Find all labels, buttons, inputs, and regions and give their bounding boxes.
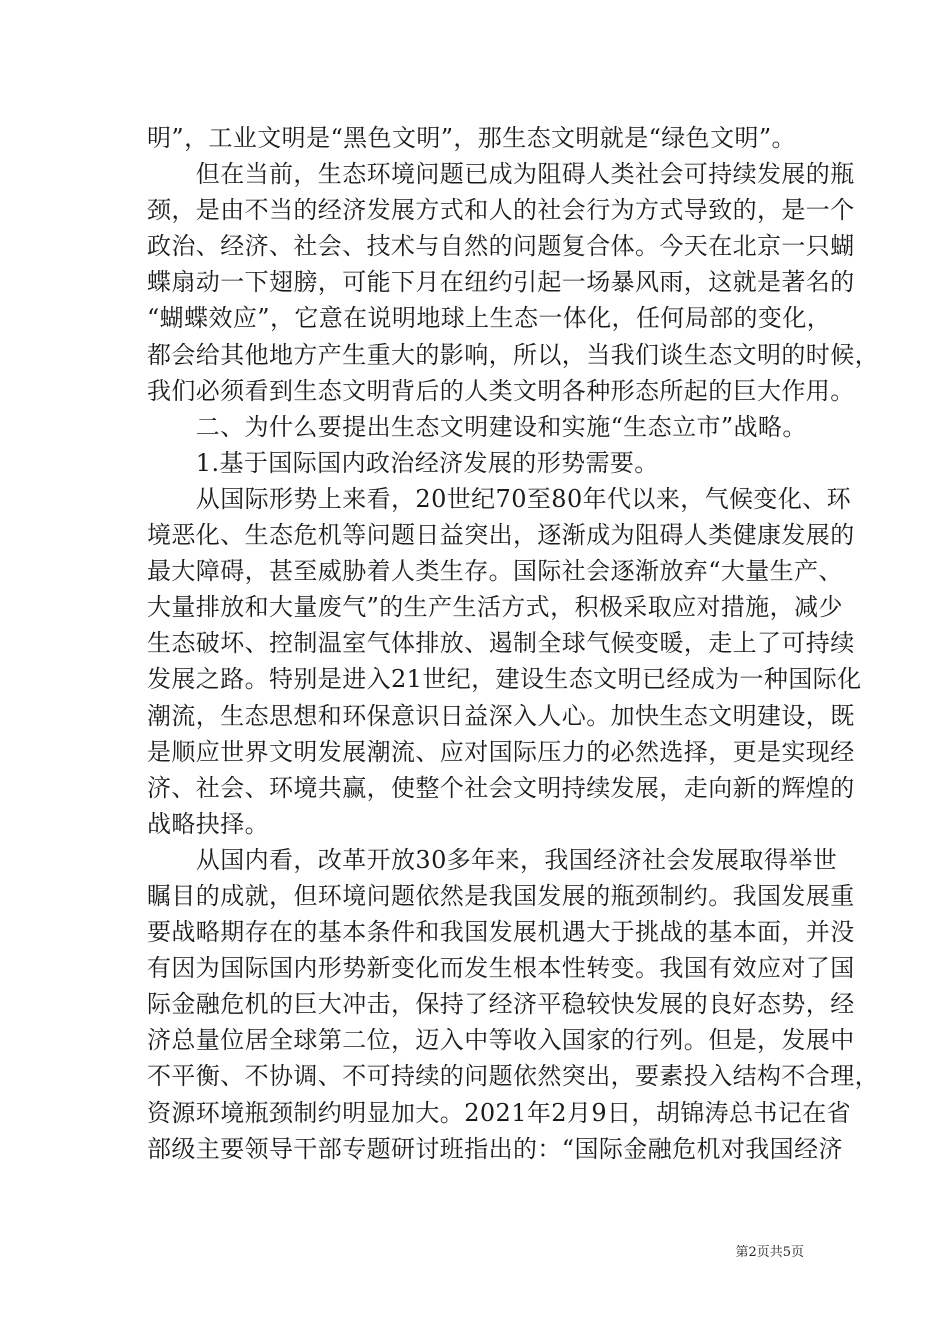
- text-line: 发展之路。特别是进入21世纪，建设生态文明已经成为一种国际化: [147, 665, 862, 694]
- text-line: 有因为国际国内形势新变化而发生根本性转变。我国有效应对了国: [147, 954, 855, 983]
- text-line: 济、社会、环境共赢，使整个社会文明持续发展，走向新的辉煌的: [147, 773, 855, 802]
- text-line: 我们必须看到生态文明背后的人类文明各种形态所起的巨大作用。: [147, 376, 855, 405]
- text-line: 潮流，生态思想和环保意识日益深入人心。加快生态文明建设，既: [147, 701, 855, 730]
- text-line: 战略抉择。: [147, 809, 269, 838]
- text-line: “蝴蝶效应”，它意在说明地球上生态一体化，任何局部的变化，: [147, 304, 832, 333]
- text-line: 部级主要领导干部专题研讨班指出的：“国际金融危机对我国经济: [147, 1134, 843, 1163]
- text-line: 不平衡、不协调、不可持续的问题依然突出，要素投入结构不合理，: [147, 1062, 879, 1091]
- text-line: 大量排放和大量废气”的生产生活方式，积极采取应对措施，减少: [147, 593, 843, 622]
- document-body: [147, 120, 879, 1167]
- section-heading: 二、为什么要提出生态文明建设和实施“生态立市”战略。: [147, 412, 807, 441]
- text-line: 资源环境瓶颈制约明显加大。2021年2月9日，胡锦涛总书记在省: [147, 1098, 852, 1127]
- text-line: 政治、经济、社会、技术与自然的问题复合体。今天在北京一只蝴: [147, 232, 855, 261]
- subsection-heading: 1.基于国际国内政治经济发展的形势需要。: [147, 448, 659, 477]
- text-line: 明”，工业文明是“黑色文明”，那生态文明就是“绿色文明”。: [147, 124, 796, 152]
- text-line: 境恶化、生态危机等问题日益突出，逐渐成为阻碍人类健康发展的: [147, 521, 855, 550]
- text-line: 都会给其他地方产生重大的影响，所以，当我们谈生态文明的时候，: [147, 340, 879, 369]
- text-line: 从国内看，改革开放30多年来，我国经济社会发展取得举世: [147, 845, 838, 874]
- text-line: 最大障碍，甚至威胁着人类生存。国际社会逐渐放弃“大量生产、: [147, 557, 843, 586]
- text-line: 从国际形势上来看，20世纪70至80年代以来，气候变化、环: [147, 484, 852, 513]
- text-line: 瞩目的成就，但环境问题依然是我国发展的瓶颈制约。我国发展重: [147, 881, 855, 910]
- text-line: 济总量位居全球第二位，迈入中等收入国家的行列。但是，发展中: [147, 1026, 855, 1055]
- text-line: 颈，是由不当的经济发展方式和人的社会行为方式导致的，是一个: [147, 196, 855, 225]
- text-line: 是顺应世界文明发展潮流、应对国际压力的必然选择，更是实现经: [147, 737, 855, 766]
- text-line: 要战略期存在的基本条件和我国发展机遇大于挑战的基本面，并没: [147, 918, 855, 947]
- page-number: 第2页共5页: [735, 1245, 804, 1260]
- text-line: 生态破坏、控制温室气体排放、遏制全球气候变暖，走上了可持续: [147, 629, 855, 658]
- text-line: 际金融危机的巨大冲击，保持了经济平稳较快发展的良好态势，经: [147, 990, 855, 1019]
- text-line: 蝶扇动一下翅膀，可能下月在纽约引起一场暴风雨，这就是著名的: [147, 268, 855, 297]
- text-line: 但在当前，生态环境问题已成为阻碍人类社会可持续发展的瓶: [147, 160, 855, 189]
